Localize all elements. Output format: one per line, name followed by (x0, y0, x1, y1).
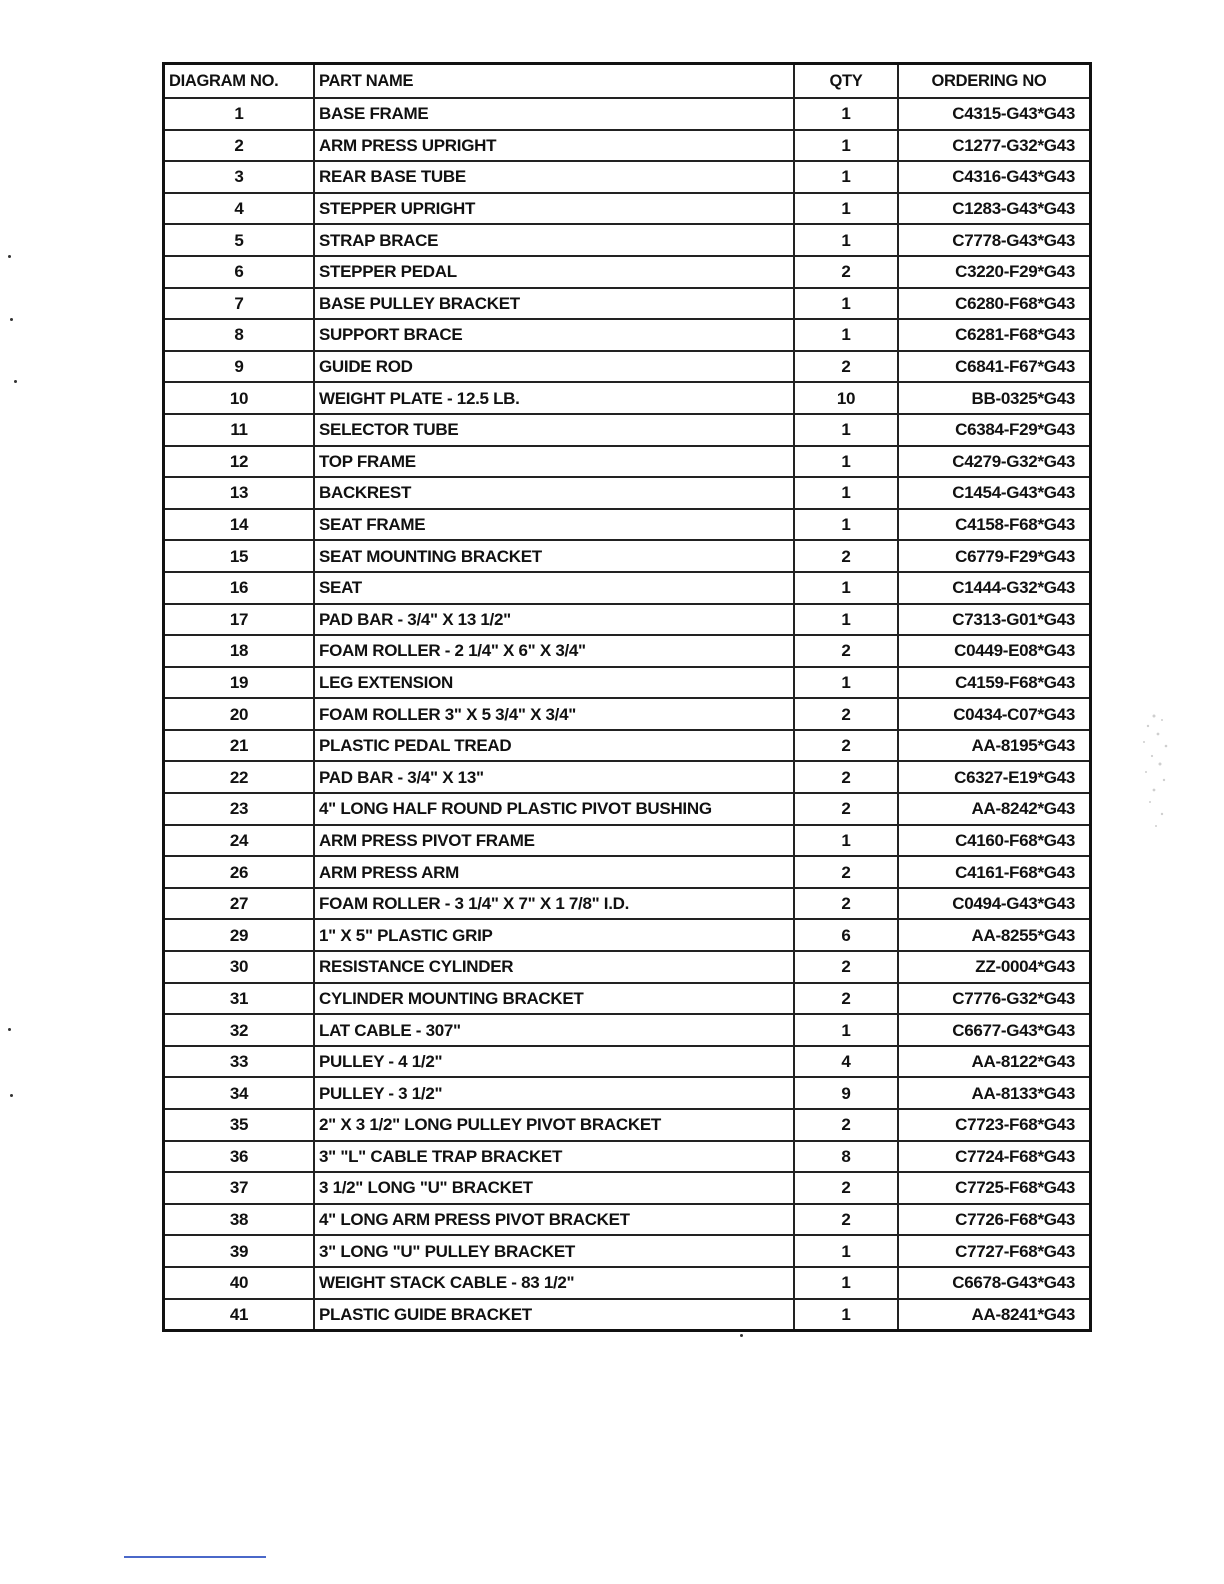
cell-part-name: ARM PRESS PIVOT FRAME (314, 825, 794, 857)
cell-diagram-no: 22 (164, 761, 315, 793)
cell-diagram-no: 32 (164, 1014, 315, 1046)
cell-ordering-no: C1444-G32*G43 (898, 572, 1091, 604)
cell-qty: 2 (794, 540, 898, 572)
cell-qty: 1 (794, 667, 898, 699)
cell-qty: 6 (794, 919, 898, 951)
cell-ordering-no: C4316-G43*G43 (898, 161, 1091, 193)
cell-ordering-no: C6327-E19*G43 (898, 761, 1091, 793)
cell-ordering-no: C4161-F68*G43 (898, 856, 1091, 888)
cell-diagram-no: 4 (164, 193, 315, 225)
table-row (164, 1299, 1091, 1331)
cell-part-name: PAD BAR - 3/4" X 13" (314, 761, 794, 793)
cell-qty: 1 (794, 319, 898, 351)
table-row (164, 1267, 1091, 1299)
cell-diagram-no: 16 (164, 572, 315, 604)
cell-part-name: WEIGHT STACK CABLE - 83 1/2" (314, 1267, 794, 1299)
table-row (164, 951, 1091, 983)
cell-diagram-no: 30 (164, 951, 315, 983)
cell-part-name: STEPPER PEDAL (314, 256, 794, 288)
cell-part-name: PAD BAR - 3/4" X 13 1/2" (314, 604, 794, 636)
table-row (164, 1204, 1091, 1236)
cell-part-name: 4" LONG ARM PRESS PIVOT BRACKET (314, 1204, 794, 1236)
cell-part-name: 3" "L" CABLE TRAP BRACKET (314, 1141, 794, 1173)
cell-part-name: TOP FRAME (314, 446, 794, 478)
table-row (164, 509, 1091, 541)
cell-ordering-no: ZZ-0004*G43 (898, 951, 1091, 983)
cell-diagram-no: 20 (164, 698, 315, 730)
cell-part-name: 3" LONG "U" PULLEY BRACKET (314, 1235, 794, 1267)
cell-diagram-no: 6 (164, 256, 315, 288)
cell-ordering-no: C7723-F68*G43 (898, 1109, 1091, 1141)
cell-qty: 1 (794, 193, 898, 225)
cell-part-name: 4" LONG HALF ROUND PLASTIC PIVOT BUSHING (314, 793, 794, 825)
cell-qty: 2 (794, 793, 898, 825)
cell-qty: 2 (794, 1172, 898, 1204)
cell-part-name: SEAT (314, 572, 794, 604)
cell-ordering-no: AA-8133*G43 (898, 1077, 1091, 1109)
table-row (164, 1046, 1091, 1078)
table-row (164, 540, 1091, 572)
cell-qty: 10 (794, 382, 898, 414)
table-row (164, 161, 1091, 193)
cell-part-name: SEAT MOUNTING BRACKET (314, 540, 794, 572)
table-row (164, 667, 1091, 699)
cell-diagram-no: 3 (164, 161, 315, 193)
cell-part-name: FOAM ROLLER - 3 1/4" X 7" X 1 7/8" I.D. (314, 888, 794, 920)
cell-diagram-no: 2 (164, 130, 315, 162)
cell-qty: 4 (794, 1046, 898, 1078)
table-row (164, 382, 1091, 414)
cell-ordering-no: C3220-F29*G43 (898, 256, 1091, 288)
cell-ordering-no: C4160-F68*G43 (898, 825, 1091, 857)
parts-list-table (162, 62, 1092, 1332)
header-part-name: PART NAME (314, 64, 794, 99)
table-row (164, 856, 1091, 888)
cell-part-name: 2" X 3 1/2" LONG PULLEY PIVOT BRACKET (314, 1109, 794, 1141)
scan-speck (10, 1094, 13, 1097)
cell-diagram-no: 29 (164, 919, 315, 951)
table-row (164, 635, 1091, 667)
cell-ordering-no: C6678-G43*G43 (898, 1267, 1091, 1299)
cell-diagram-no: 26 (164, 856, 315, 888)
cell-part-name: SELECTOR TUBE (314, 414, 794, 446)
cell-part-name: BACKREST (314, 477, 794, 509)
cell-qty: 2 (794, 983, 898, 1015)
table-row (164, 888, 1091, 920)
cell-qty: 1 (794, 288, 898, 320)
cell-diagram-no: 9 (164, 351, 315, 383)
cell-diagram-no: 39 (164, 1235, 315, 1267)
table-row (164, 224, 1091, 256)
table-row (164, 730, 1091, 762)
cell-qty: 1 (794, 604, 898, 636)
cell-part-name: WEIGHT PLATE - 12.5 LB. (314, 382, 794, 414)
cell-diagram-no: 1 (164, 98, 315, 130)
cell-ordering-no: C6281-F68*G43 (898, 319, 1091, 351)
cell-ordering-no: AA-8195*G43 (898, 730, 1091, 762)
cell-diagram-no: 33 (164, 1046, 315, 1078)
cell-part-name: STRAP BRACE (314, 224, 794, 256)
cell-ordering-no: C7727-F68*G43 (898, 1235, 1091, 1267)
table-row (164, 825, 1091, 857)
cell-ordering-no: AA-8255*G43 (898, 919, 1091, 951)
cell-part-name: CYLINDER MOUNTING BRACKET (314, 983, 794, 1015)
cell-diagram-no: 38 (164, 1204, 315, 1236)
cell-qty: 1 (794, 1014, 898, 1046)
cell-diagram-no: 40 (164, 1267, 315, 1299)
cell-qty: 2 (794, 951, 898, 983)
table-row (164, 98, 1091, 130)
cell-qty: 1 (794, 161, 898, 193)
table-row (164, 1235, 1091, 1267)
cell-diagram-no: 24 (164, 825, 315, 857)
cell-diagram-no: 18 (164, 635, 315, 667)
cell-ordering-no: C6779-F29*G43 (898, 540, 1091, 572)
cell-qty: 2 (794, 730, 898, 762)
cell-ordering-no: C7313-G01*G43 (898, 604, 1091, 636)
cell-qty: 2 (794, 1204, 898, 1236)
cell-qty: 1 (794, 477, 898, 509)
cell-part-name: SEAT FRAME (314, 509, 794, 541)
cell-qty: 2 (794, 256, 898, 288)
cell-part-name: SUPPORT BRACE (314, 319, 794, 351)
table-row (164, 319, 1091, 351)
table-row (164, 983, 1091, 1015)
cell-qty: 2 (794, 698, 898, 730)
cell-part-name: LAT CABLE - 307" (314, 1014, 794, 1046)
cell-qty: 2 (794, 351, 898, 383)
table-row (164, 761, 1091, 793)
cell-diagram-no: 23 (164, 793, 315, 825)
cell-ordering-no: C7776-G32*G43 (898, 983, 1091, 1015)
cell-diagram-no: 35 (164, 1109, 315, 1141)
cell-part-name: PLASTIC GUIDE BRACKET (314, 1299, 794, 1331)
cell-diagram-no: 36 (164, 1141, 315, 1173)
cell-ordering-no: C1277-G32*G43 (898, 130, 1091, 162)
cell-qty: 1 (794, 98, 898, 130)
cell-ordering-no: C6384-F29*G43 (898, 414, 1091, 446)
cell-diagram-no: 13 (164, 477, 315, 509)
cell-ordering-no: C4315-G43*G43 (898, 98, 1091, 130)
cell-part-name: FOAM ROLLER - 2 1/4" X 6" X 3/4" (314, 635, 794, 667)
cell-diagram-no: 7 (164, 288, 315, 320)
table-row (164, 446, 1091, 478)
table-row (164, 351, 1091, 383)
cell-qty: 2 (794, 1109, 898, 1141)
cell-qty: 1 (794, 572, 898, 604)
cell-diagram-no: 21 (164, 730, 315, 762)
header-ordering-no: ORDERING NO (898, 64, 1091, 99)
cell-qty: 2 (794, 761, 898, 793)
header-diagram-no: DIAGRAM NO. (164, 64, 315, 99)
table-row (164, 130, 1091, 162)
cell-ordering-no: C1454-G43*G43 (898, 477, 1091, 509)
cell-diagram-no: 37 (164, 1172, 315, 1204)
cell-diagram-no: 15 (164, 540, 315, 572)
table-row (164, 1109, 1091, 1141)
table-row (164, 288, 1091, 320)
table-row (164, 572, 1091, 604)
cell-part-name: STEPPER UPRIGHT (314, 193, 794, 225)
cell-qty: 1 (794, 509, 898, 541)
cell-ordering-no: C0449-E08*G43 (898, 635, 1091, 667)
scan-speck (8, 255, 11, 258)
footer-underline (124, 1556, 266, 1558)
table-row (164, 1172, 1091, 1204)
cell-qty: 1 (794, 825, 898, 857)
cell-diagram-no: 41 (164, 1299, 315, 1331)
cell-part-name: BASE PULLEY BRACKET (314, 288, 794, 320)
cell-ordering-no: C6280-F68*G43 (898, 288, 1091, 320)
cell-qty: 1 (794, 1299, 898, 1331)
cell-qty: 2 (794, 635, 898, 667)
table-row (164, 919, 1091, 951)
cell-qty: 9 (794, 1077, 898, 1109)
cell-diagram-no: 10 (164, 382, 315, 414)
cell-part-name: FOAM ROLLER 3" X 5 3/4" X 3/4" (314, 698, 794, 730)
cell-ordering-no: C7725-F68*G43 (898, 1172, 1091, 1204)
cell-qty: 1 (794, 1235, 898, 1267)
cell-diagram-no: 8 (164, 319, 315, 351)
cell-ordering-no: C4159-F68*G43 (898, 667, 1091, 699)
cell-part-name: RESISTANCE CYLINDER (314, 951, 794, 983)
table-row (164, 1014, 1091, 1046)
scan-noise-mark (1124, 706, 1184, 836)
table-row (164, 193, 1091, 225)
cell-part-name: PULLEY - 4 1/2" (314, 1046, 794, 1078)
cell-qty: 2 (794, 888, 898, 920)
scan-speck (14, 380, 17, 383)
table-row (164, 477, 1091, 509)
cell-ordering-no: C7726-F68*G43 (898, 1204, 1091, 1236)
table-row (164, 793, 1091, 825)
cell-qty: 1 (794, 130, 898, 162)
cell-part-name: BASE FRAME (314, 98, 794, 130)
cell-ordering-no: C0434-C07*G43 (898, 698, 1091, 730)
cell-diagram-no: 31 (164, 983, 315, 1015)
cell-ordering-no: AA-8122*G43 (898, 1046, 1091, 1078)
cell-diagram-no: 27 (164, 888, 315, 920)
cell-ordering-no: C0494-G43*G43 (898, 888, 1091, 920)
table-row (164, 414, 1091, 446)
table-row (164, 1077, 1091, 1109)
cell-ordering-no: C7778-G43*G43 (898, 224, 1091, 256)
cell-part-name: ARM PRESS UPRIGHT (314, 130, 794, 162)
cell-diagram-no: 12 (164, 446, 315, 478)
scan-speck (10, 318, 13, 321)
cell-ordering-no: C1283-G43*G43 (898, 193, 1091, 225)
table-row (164, 698, 1091, 730)
cell-ordering-no: AA-8242*G43 (898, 793, 1091, 825)
cell-part-name: LEG EXTENSION (314, 667, 794, 699)
scan-speck (8, 1028, 11, 1031)
cell-qty: 8 (794, 1141, 898, 1173)
page-header-cut-off (440, 0, 800, 10)
cell-qty: 1 (794, 224, 898, 256)
cell-diagram-no: 34 (164, 1077, 315, 1109)
cell-qty: 1 (794, 446, 898, 478)
cell-qty: 2 (794, 856, 898, 888)
cell-part-name: GUIDE ROD (314, 351, 794, 383)
cell-part-name: REAR BASE TUBE (314, 161, 794, 193)
header-qty: QTY (794, 64, 898, 99)
cell-diagram-no: 11 (164, 414, 315, 446)
cell-part-name: 3 1/2" LONG "U" BRACKET (314, 1172, 794, 1204)
cell-part-name: PULLEY - 3 1/2" (314, 1077, 794, 1109)
cell-ordering-no: AA-8241*G43 (898, 1299, 1091, 1331)
cell-part-name: ARM PRESS ARM (314, 856, 794, 888)
scan-speck (740, 1334, 743, 1337)
table-header-row (164, 64, 1091, 99)
cell-part-name: 1" X 5" PLASTIC GRIP (314, 919, 794, 951)
table-row (164, 256, 1091, 288)
cell-qty: 1 (794, 1267, 898, 1299)
cell-ordering-no: C4279-G32*G43 (898, 446, 1091, 478)
cell-ordering-no: C4158-F68*G43 (898, 509, 1091, 541)
cell-ordering-no: C6841-F67*G43 (898, 351, 1091, 383)
cell-diagram-no: 19 (164, 667, 315, 699)
table-row (164, 1141, 1091, 1173)
cell-diagram-no: 17 (164, 604, 315, 636)
cell-ordering-no: C7724-F68*G43 (898, 1141, 1091, 1173)
table-row (164, 604, 1091, 636)
cell-diagram-no: 5 (164, 224, 315, 256)
cell-part-name: PLASTIC PEDAL TREAD (314, 730, 794, 762)
cell-ordering-no: BB-0325*G43 (898, 382, 1091, 414)
cell-ordering-no: C6677-G43*G43 (898, 1014, 1091, 1046)
parts-table-body (164, 98, 1091, 1331)
cell-diagram-no: 14 (164, 509, 315, 541)
cell-qty: 1 (794, 414, 898, 446)
